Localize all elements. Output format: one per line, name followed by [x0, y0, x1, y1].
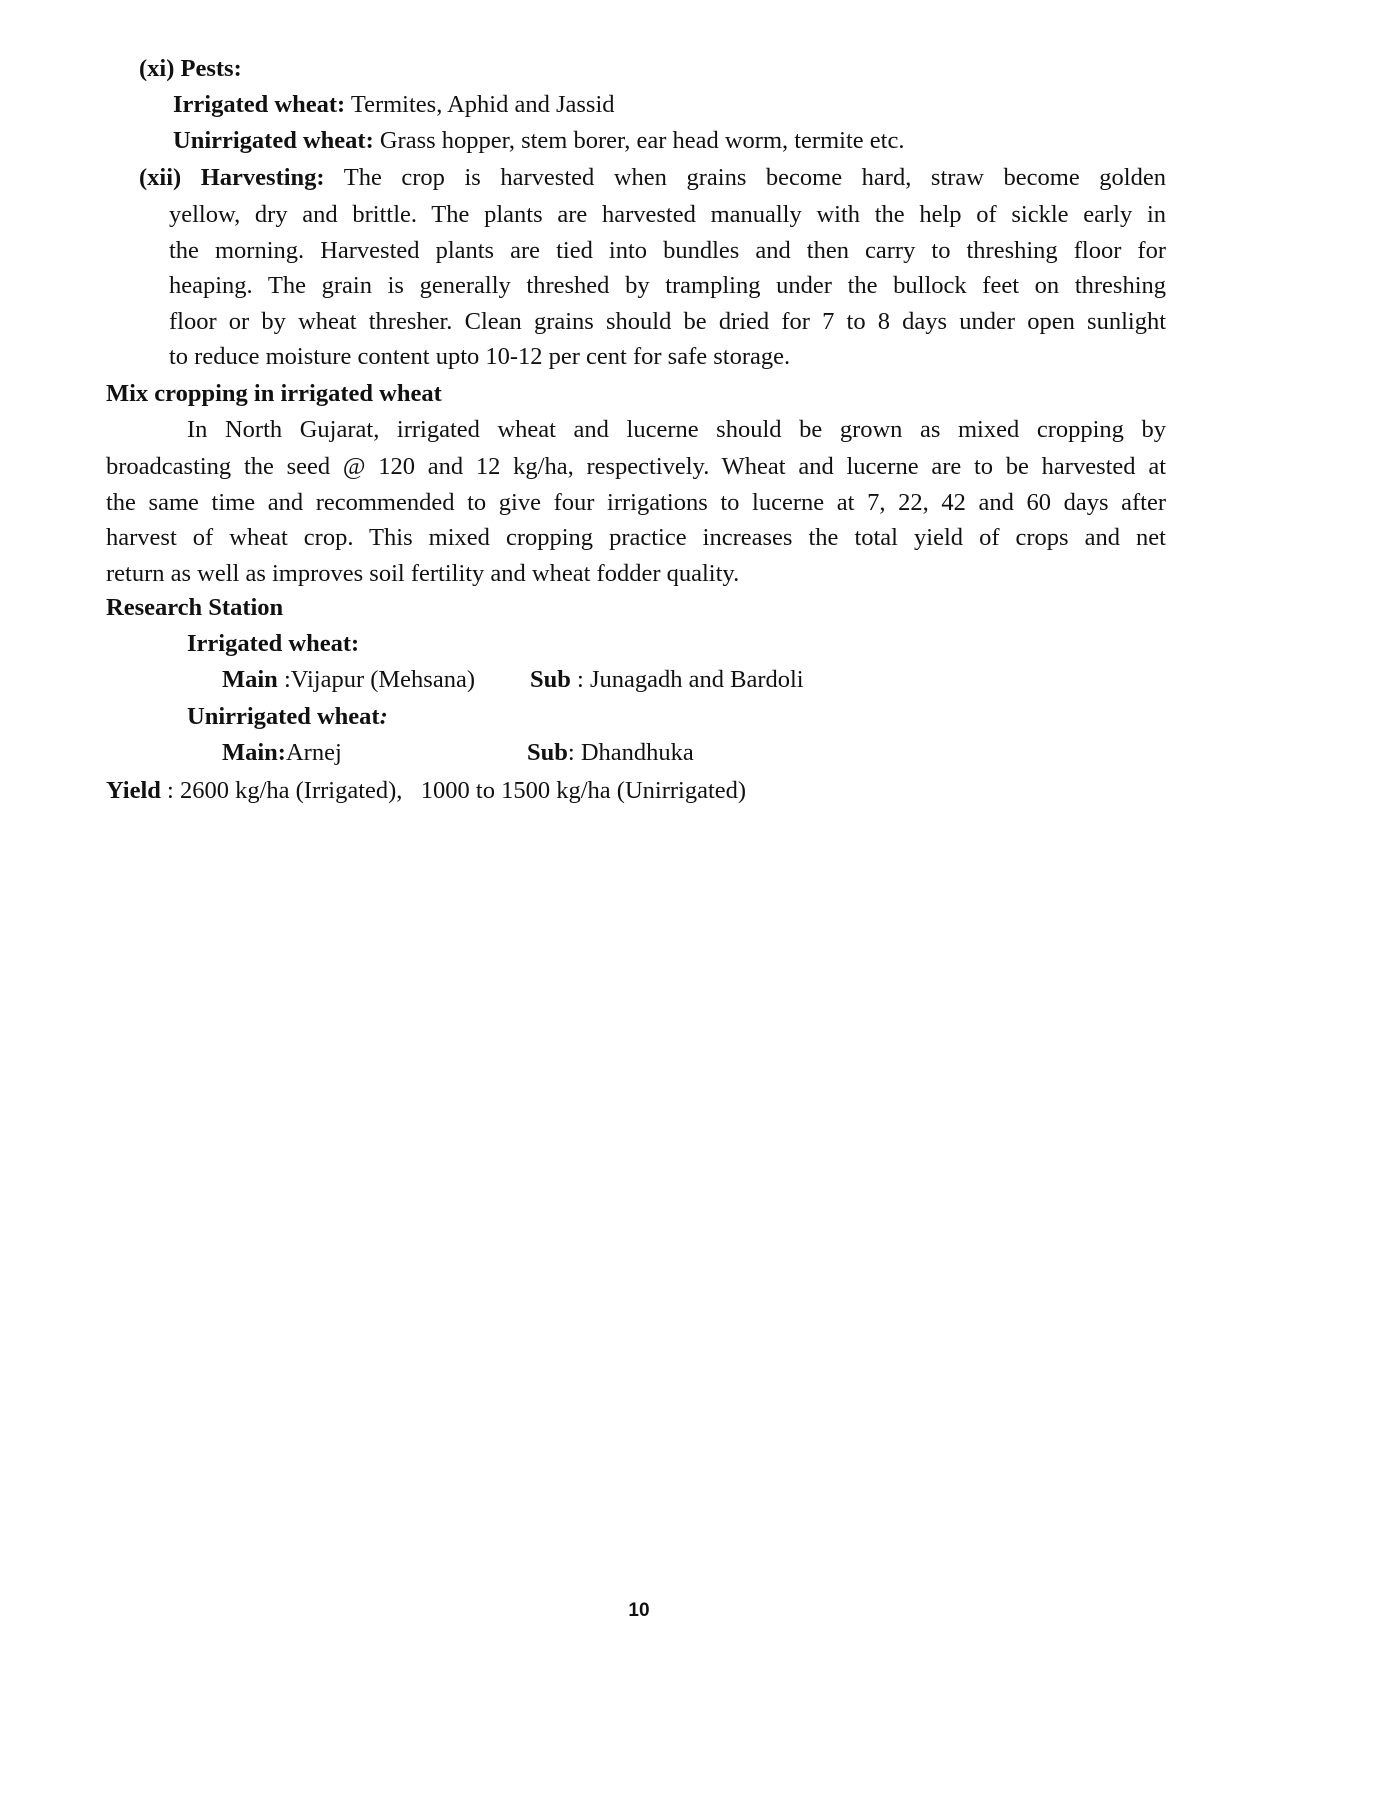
harvesting-text-3: the morning. Harvested plants are tied into bundles and then carry to threshing floor for — [169, 236, 1166, 264]
pests-unirrigated-line — [173, 129, 904, 154]
irrigated-wheat-heading: Irrigated wheat: — [187, 630, 360, 657]
page-number: 10 — [628, 1600, 650, 1621]
unirrigated-sub-station — [527, 741, 694, 766]
irrigated-main-station — [222, 668, 475, 693]
unirrigated-main-label: Main: — [222, 739, 286, 766]
mix-cropping-heading: Mix cropping in irrigated wheat — [106, 380, 442, 407]
yield-line — [106, 779, 746, 804]
harvesting-text-4: heaping. The grain is generally threshed by trampling under the bullock feet on threshing — [169, 272, 1166, 299]
unirrigated-sub-value: : Dhandhuka — [567, 739, 694, 766]
unirrigated-sub-label: Sub — [527, 739, 568, 766]
irrigated-sub-label: Sub — [530, 666, 571, 693]
harvesting-text-1: The crop is harvested when grains become hard, straw become golden — [324, 164, 1166, 191]
harvesting-text-6: to reduce moisture content upto 10-12 per cent for safe storage. — [169, 343, 791, 370]
harvesting-label: (xii) Harvesting: — [139, 164, 325, 191]
irrigated-main-value: :Vijapur (Mehsana) — [277, 666, 475, 693]
harvesting-text-5: floor or by wheat thresher. Clean grains should be dried for 7 to 8 days under open sunlight — [169, 307, 1166, 335]
unirrigated-wheat-heading — [187, 705, 388, 730]
yield-value: : 2600 kg/ha (Irrigated), 1000 to 1500 kg/ha (Unirrigated) — [160, 777, 747, 804]
unirrigated-heading-text: Unirrigated wheat — [187, 703, 380, 730]
pests-irrigated-line — [173, 93, 615, 118]
pests-heading: (xi) Pests: — [139, 55, 242, 82]
mix-cropping-line-4: harvest of wheat crop. This mixed cropping practice increases the total yield of crops and net — [106, 524, 1166, 551]
mix-cropping-line-1: In North Gujarat, irrigated wheat and lucerne should be grown as mixed cropping by — [187, 416, 1166, 443]
mix-cropping-line-2: broadcasting the seed @ 120 and 12 kg/ha, respectively. Wheat and lucerne are to be harvested at — [106, 453, 1166, 480]
pests-irrigated-label: Irrigated wheat: — [173, 91, 346, 118]
unirrigated-heading-colon: : — [379, 703, 388, 730]
irrigated-main-label: Main — [222, 666, 278, 693]
pests-unirrigated-text: Grass hopper, stem borer, ear head worm, termite etc. — [373, 127, 905, 154]
mix-cropping-line-5: return as well as improves soil fertility and wheat fodder quality. — [106, 559, 740, 587]
pests-unirrigated-label: Unirrigated wheat: — [173, 127, 374, 154]
harvesting-text-2: yellow, dry and brittle. The plants are harvested manually with the help of sickle early in — [169, 201, 1166, 228]
irrigated-sub-value: : Junagadh and Bardoli — [570, 666, 804, 693]
pests-irrigated-text: Termites, Aphid and Jassid — [345, 91, 615, 118]
research-station-heading: Research Station — [106, 594, 284, 621]
mix-cropping-line-3: the same time and recommended to give four irrigations to lucerne at 7, 22, 42 and 60 days after — [106, 488, 1166, 516]
unirrigated-main-station — [222, 741, 342, 766]
unirrigated-main-value: Arnej — [285, 739, 342, 766]
irrigated-sub-station — [530, 668, 804, 693]
harvesting-paragraph — [169, 197, 1166, 375]
harvesting-line-1 — [139, 166, 1166, 191]
mix-cropping-paragraph — [106, 449, 1166, 591]
yield-label: Yield — [106, 777, 161, 804]
